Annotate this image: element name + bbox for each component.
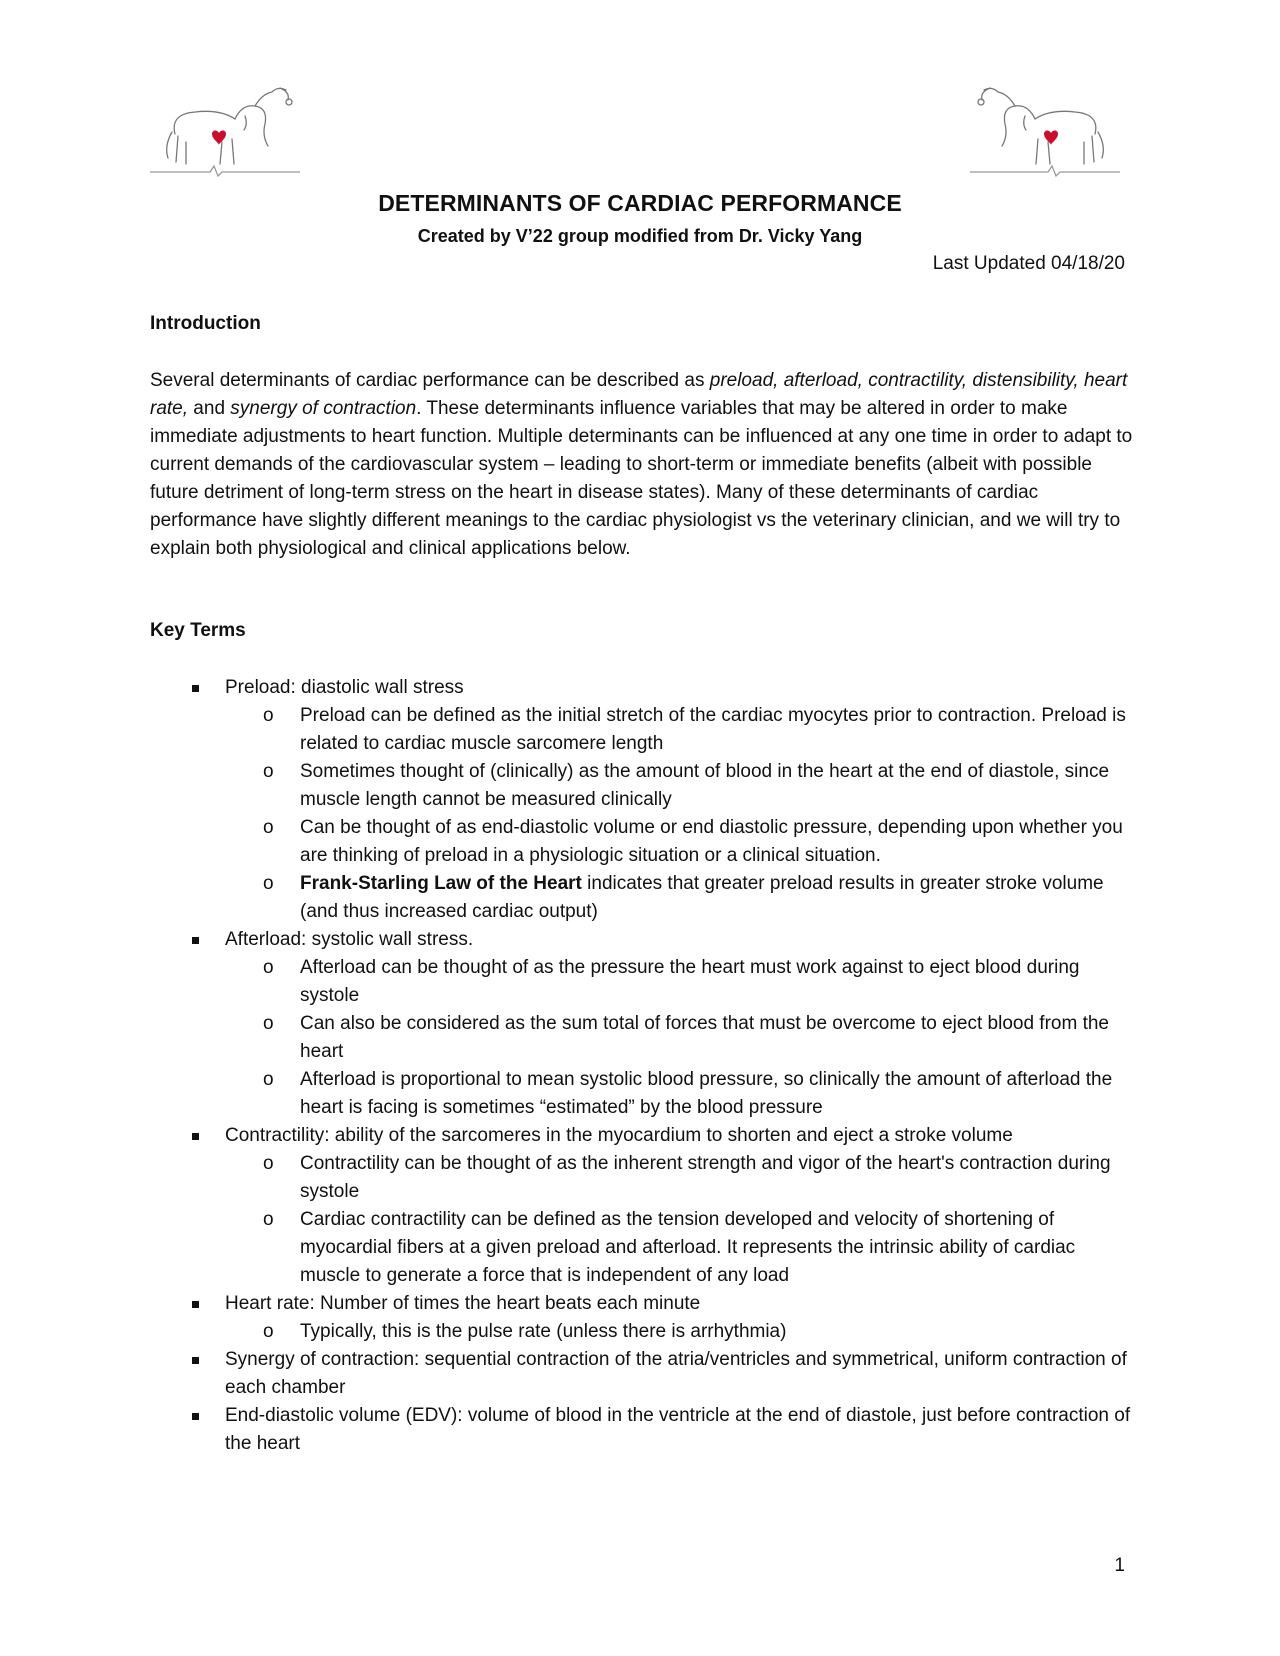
list-item: o Cardiac contractility can be defined as the tension developed and velocity of shortening of myocardial fibers at a given preload and afterload. It represents the intrinsic ability of cardiac muscle to generate a force that is independent of any load bbox=[225, 1206, 1135, 1290]
list-item: o Can also be considered as the sum total of forces that must be overcome to eject blood from the heart bbox=[225, 1010, 1135, 1066]
document-title: DETERMINANTS OF CARDIAC PERFORMANCE bbox=[378, 190, 902, 216]
list-item bbox=[225, 870, 1135, 926]
term-label: Preload: diastolic wall stress bbox=[225, 677, 464, 698]
intro-emphasis: synergy of contraction bbox=[230, 398, 417, 419]
term-preload bbox=[150, 674, 1135, 926]
term-afterload bbox=[150, 926, 1135, 1122]
elephant-stethoscope-icon bbox=[970, 84, 1120, 184]
term-label: Contractility: ability of the sarcomeres in the myocardium to shorten and eject a stroke volume bbox=[225, 1125, 1013, 1146]
elephant-stethoscope-icon bbox=[150, 84, 300, 184]
term-edv: End-diastolic volume (EDV): volume of blood in the ventricle at the end of diastole, just before contraction of the heart bbox=[150, 1402, 1135, 1458]
key-terms-list bbox=[150, 674, 1135, 1458]
document-subtitle: Created by V’22 group modified from Dr. Vicky Yang bbox=[417, 226, 863, 246]
list-item: o Typically, this is the pulse rate (unless there is arrhythmia) bbox=[225, 1318, 1135, 1346]
list-item: o Contractility can be thought of as the inherent strength and vigor of the heart's contraction during systole bbox=[225, 1150, 1135, 1206]
list-item: o Afterload is proportional to mean systolic blood pressure, so clinically the amount of afterload the heart is facing is sometimes “estimated” by the blood pressure bbox=[225, 1066, 1135, 1122]
contractility-details bbox=[225, 1150, 1135, 1290]
frank-starling-law: Frank-Starling Law of the Heart bbox=[300, 873, 582, 894]
intro-emphasis: preload, afterload, contractility, distensibility, heart rate, bbox=[150, 370, 1128, 419]
heart-rate-details bbox=[225, 1318, 1135, 1346]
list-item: o Sometimes thought of (clinically) as the amount of blood in the heart at the end of diastole, since muscle length cannot be measured clinically bbox=[225, 758, 1135, 814]
intro-heading: Introduction bbox=[150, 313, 261, 334]
term-synergy: Synergy of contraction: sequential contraction of the atria/ventricles and symmetrical, uniform contraction of each chamber bbox=[150, 1346, 1135, 1402]
intro-text: and bbox=[188, 398, 231, 419]
term-heart-rate bbox=[150, 1290, 1135, 1346]
afterload-details bbox=[225, 954, 1135, 1122]
list-item: o Preload can be defined as the initial stretch of the cardiac myocytes prior to contraction. Preload is related to cardiac muscle sarcomere length bbox=[225, 702, 1135, 758]
elephant-logo-right bbox=[970, 84, 1120, 184]
key-terms-heading: Key Terms bbox=[150, 620, 246, 641]
preload-details bbox=[225, 702, 1135, 926]
term-label: Heart rate: Number of times the heart beats each minute bbox=[225, 1293, 701, 1314]
list-item: o Afterload can be thought of as the pressure the heart must work against to eject blood during systole bbox=[225, 954, 1135, 1010]
last-updated: Last Updated 04/18/20 bbox=[932, 253, 1125, 274]
page-number: 1 bbox=[1114, 1555, 1125, 1576]
term-label: Afterload: systolic wall stress. bbox=[225, 929, 474, 950]
list-item-text: indicates that greater preload results in greater stroke volume (and thus increased cardiac output) bbox=[300, 873, 1104, 922]
intro-text: . These determinants influence variables that may be altered in order to make immediate adjustments to heart function. Multiple determinants can be influenced at any one time in order to adapt to current demands of the cardiovascular system – leading to short-term or immediate benefits (albeit with possible future detriment of long-term stress on the heart in disease states). Many of these determinants of cardiac performance have slightly different meanings to the cardiac physiologist vs the veterinary clinician, and we will try to explain both physiological and clinical applications below. bbox=[150, 398, 1133, 559]
intro-text: Several determinants of cardiac performance can be described as bbox=[150, 370, 710, 391]
elephant-logo-left bbox=[150, 84, 300, 184]
intro-paragraph bbox=[150, 367, 1135, 563]
term-contractility bbox=[150, 1122, 1135, 1290]
list-item: o Can be thought of as end-diastolic volume or end diastolic pressure, depending upon whether you are thinking of preload in a physiologic situation or a clinical situation. bbox=[225, 814, 1135, 870]
